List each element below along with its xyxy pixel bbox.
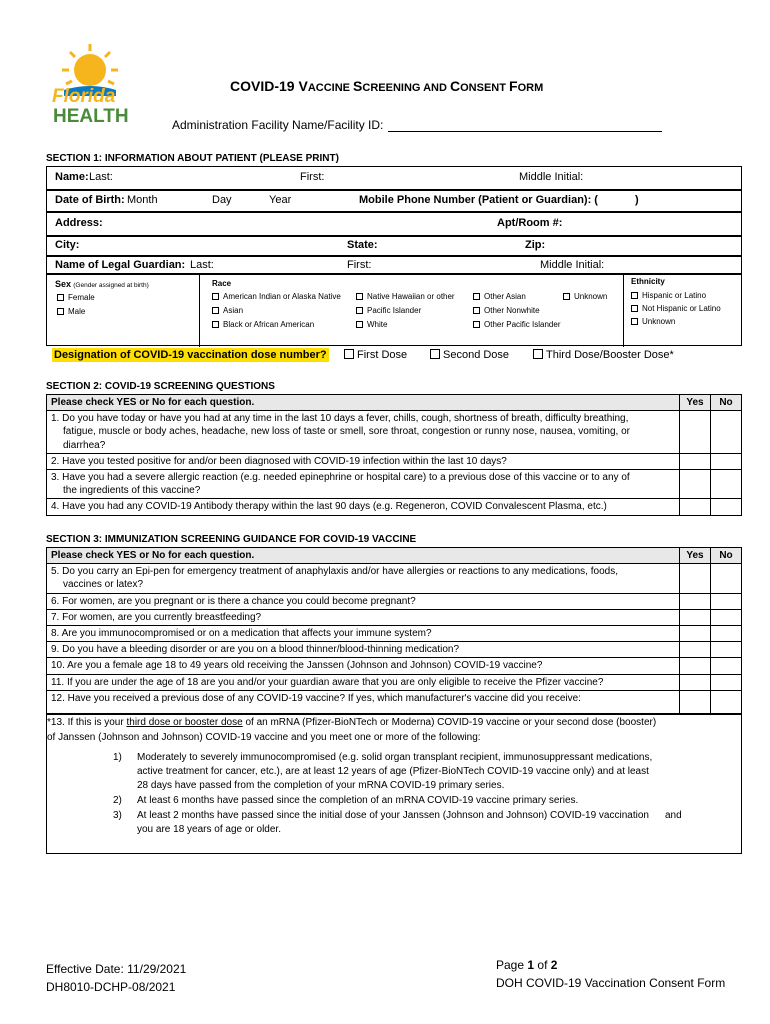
q13-line2: of Janssen (Johnson and Johnson) COVID-19 vaccine and you meet one or more of the following: (47, 732, 481, 743)
state-label: State: (347, 239, 378, 251)
sex-group: Sex (Gender assigned at birth) (55, 279, 149, 289)
facility-input[interactable] (388, 131, 662, 132)
table-header-row (47, 395, 742, 411)
first-dose-checkbox[interactable]: First Dose (344, 349, 407, 361)
yes-cell[interactable] (680, 453, 711, 469)
third-dose-checkbox[interactable]: Third Dose/Booster Dose* (533, 349, 674, 361)
name-label: Name: (55, 171, 89, 183)
no-header: No (711, 395, 742, 411)
table-row: 11. If you are under the age of 18 are you and/or your guardian aware that you are only eligible to receive the Pfizer vaccine? (47, 674, 742, 690)
item-3-and: and (665, 810, 682, 821)
instruction: Please check YES or No for each question. (47, 548, 680, 564)
first-name-label: First: (300, 171, 325, 183)
document-title: DOH COVID-19 Vaccination Consent Form (496, 976, 726, 990)
yes-header: Yes (680, 395, 711, 411)
phone-close: ) (635, 194, 639, 206)
table-row: 3. Have you had a severe allergic reaction (e.g. needed epinephrine or hospital care) to a previous dose of this vaccine or to any of the ingredients of this vaccine? (47, 469, 742, 498)
address-row[interactable] (46, 212, 742, 236)
logo-health-text: HEALTH (53, 106, 129, 127)
no-cell[interactable] (711, 411, 742, 454)
yes-header: Yes (680, 548, 711, 564)
second-dose-checkbox[interactable]: Second Dose (430, 349, 509, 361)
yes-cell[interactable] (680, 411, 711, 454)
year-label: Year (269, 194, 292, 206)
item-number: 2) (113, 795, 122, 806)
item-3-text: you are 18 years of age or older. (137, 824, 281, 835)
facility-label: Administration Facility Name/Facility ID: (172, 118, 384, 132)
table-row: 5. Do you carry an Epi-pen for emergency treatment of anaphylaxis and/or have allergies or reactions to any medications, foods, vaccines or latex? (47, 564, 742, 593)
female-checkbox[interactable]: Female (57, 293, 95, 302)
item-number: 1) (113, 752, 122, 763)
yes-cell[interactable] (680, 593, 711, 609)
yes-cell[interactable] (680, 564, 711, 593)
section3-heading: SECTION 3: IMMUNIZATION SCREENING GUIDANCE FOR COVID-19 VACCINE (46, 534, 417, 545)
table-row: 12. Have you received a previous dose of any COVID-19 vaccine? If yes, which manufacturer's vaccine did you receive: (47, 690, 742, 713)
zip-label: Zip: (525, 239, 546, 251)
no-cell[interactable] (711, 499, 742, 515)
race-checkbox[interactable]: Native Hawaiian or other (356, 292, 455, 301)
table-row: 10. Are you a female age 18 to 49 years old receiving the Janssen (Johnson and Johnson) COVID-19 vaccine? (47, 658, 742, 674)
middle-initial-label: Middle Initial: (519, 171, 584, 183)
male-checkbox[interactable]: Male (57, 307, 85, 316)
no-cell[interactable] (711, 674, 742, 690)
race-checkbox[interactable]: Black or African American (212, 320, 314, 329)
question-13-box[interactable] (46, 714, 742, 854)
city-row[interactable] (46, 236, 742, 256)
race-checkbox[interactable]: Other Pacific Islander (473, 320, 560, 329)
logo-florida-text: Florida (52, 86, 116, 107)
race-checkbox[interactable]: American Indian or Alaska Native (212, 292, 341, 301)
no-cell[interactable] (711, 658, 742, 674)
yes-cell[interactable] (680, 625, 711, 641)
item-number: 3) (113, 810, 122, 821)
table-row: 1. Do you have today or have you had at any time in the last 10 days a fever, chills, cough, shortness of breath, difficulty breathing, fatigue, muscle or body aches, headache, new loss of taste or smell, sore throat, congestion or runny nose, nausea, vomiting, or diarrhea? (47, 411, 742, 454)
item-1-text: 28 days have passed from the completion of your mRNA COVID-19 primary series. (137, 780, 505, 791)
apt-label: Apt/Room #: (497, 217, 563, 229)
ethnicity-checkbox[interactable]: Not Hispanic or Latino (631, 304, 721, 313)
no-cell[interactable] (711, 625, 742, 641)
section2-heading: SECTION 2: COVID-19 SCREENING QUESTIONS (46, 381, 275, 392)
guardian-last-label: Last: (190, 259, 214, 271)
form-code: DH8010-DCHP-08/2021 (46, 980, 176, 994)
yes-cell[interactable] (680, 499, 711, 515)
no-cell[interactable] (711, 642, 742, 658)
q13-line1: *13. If this is your third dose or booster dose of an mRNA (Pfizer-BioNTech or Moderna) COVID-19 vaccine or your second dose (booster) (47, 717, 657, 728)
table-row: 8. Are you immunocompromised or on a medication that affects your immune system? (47, 625, 742, 641)
city-label: City: (55, 239, 80, 251)
address-label: Address: (55, 217, 103, 229)
item-1-text: Moderately to severely immunocompromised (e.g. solid organ transplant recipient, immunosuppressant medications, (137, 752, 653, 763)
item-1-text: active treatment for cancer, etc.), are at least 12 years of age (Pfizer-BioNTech COVID-19 vaccine only) and at least (137, 766, 649, 777)
yes-cell[interactable] (680, 609, 711, 625)
page-number: Page 1 of 2 (496, 958, 558, 972)
guardian-first-label: First: (347, 259, 372, 271)
yes-cell[interactable] (680, 658, 711, 674)
name-row[interactable] (46, 166, 742, 190)
florida-health-logo (50, 42, 130, 128)
screening-table (46, 394, 742, 516)
effective-date: Effective Date: 11/29/2021 (46, 962, 187, 976)
yes-cell[interactable] (680, 469, 711, 498)
guardian-label: Name of Legal Guardian: (55, 259, 186, 271)
race-label: Race (212, 279, 232, 288)
race-checkbox[interactable]: Pacific Islander (356, 306, 421, 315)
dob-label: Date of Birth: (55, 194, 125, 206)
instruction: Please check YES or No for each question. (47, 395, 680, 411)
no-cell[interactable] (711, 469, 742, 498)
race-checkbox[interactable]: White (356, 320, 387, 329)
table-header-row (47, 548, 742, 564)
dose-question: Designation of COVID-19 vaccination dose number? (54, 349, 327, 361)
guardian-row[interactable] (46, 256, 742, 274)
page-title: COVID-19 VACCINE SCREENING AND CONSENT FORM (230, 78, 544, 94)
no-cell[interactable] (711, 564, 742, 593)
phone-label: Mobile Phone Number (Patient or Guardian): ( (359, 194, 598, 206)
demographics-row (46, 274, 742, 346)
no-cell[interactable] (711, 593, 742, 609)
no-cell[interactable] (711, 690, 742, 713)
month-label: Month (127, 194, 158, 206)
table-row: 9. Do you have a bleeding disorder or are you on a blood thinner/blood-thinning medication? (47, 642, 742, 658)
yes-cell[interactable] (680, 674, 711, 690)
table-row: 2. Have you tested positive for and/or been diagnosed with COVID-19 infection within the last 10 days? (47, 453, 742, 469)
guardian-middle-label: Middle Initial: (540, 259, 605, 271)
yes-cell[interactable] (680, 642, 711, 658)
race-checkbox[interactable]: Unknown (563, 292, 607, 301)
race-checkbox[interactable]: Other Asian (473, 292, 526, 301)
day-label: Day (212, 194, 232, 206)
no-cell[interactable] (711, 453, 742, 469)
last-name-label: Last: (89, 171, 113, 183)
ethnicity-checkbox[interactable]: Hispanic or Latino (631, 291, 706, 300)
dob-row[interactable] (46, 190, 742, 212)
section1-heading: SECTION 1: INFORMATION ABOUT PATIENT (PLEASE PRINT) (46, 153, 339, 164)
yes-cell[interactable] (680, 690, 711, 713)
item-2-text: At least 6 months have passed since the completion of an mRNA COVID-19 vaccine primary series. (137, 795, 579, 806)
item-3-text: At least 2 months have passed since the initial dose of your Janssen (Johnson and Johnson) COVID-19 vaccination (137, 810, 649, 821)
no-cell[interactable] (711, 609, 742, 625)
race-checkbox[interactable]: Other Nonwhite (473, 306, 540, 315)
table-row: 7. For women, are you currently breastfeeding? (47, 609, 742, 625)
ethnicity-checkbox[interactable]: Unknown (631, 317, 675, 326)
immunization-table (46, 547, 742, 714)
ethnicity-label: Ethnicity (631, 277, 665, 286)
race-checkbox[interactable]: Asian (212, 306, 243, 315)
no-header: No (711, 548, 742, 564)
table-row: 4. Have you had any COVID-19 Antibody therapy within the last 90 days (e.g. Regeneron, COVID Convalescent Plasma, etc.) (47, 499, 742, 515)
table-row: 6. For women, are you pregnant or is there a chance you could become pregnant? (47, 593, 742, 609)
